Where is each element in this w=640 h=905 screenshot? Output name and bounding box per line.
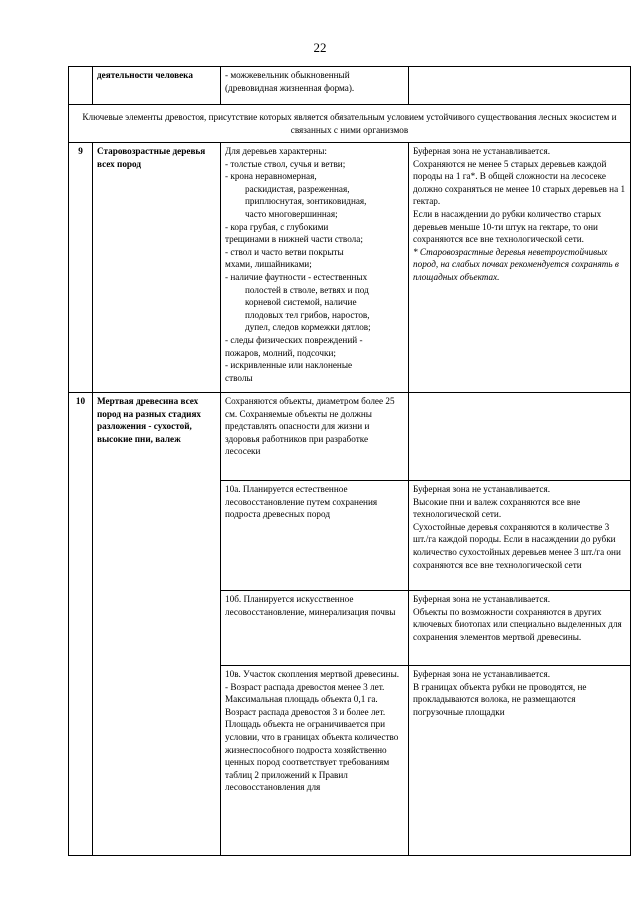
desc-line: дупел, следов кормежки дятлов;: [245, 322, 371, 333]
desc-line: (древовидная жизненная форма).: [225, 82, 355, 93]
buffer-cell: [409, 143, 631, 393]
key-elements-table: [68, 66, 631, 856]
element-name-cell: Старовозрастные деревья всех пород: [93, 143, 221, 393]
desc-line: - можжевельник обыкновенный: [225, 70, 350, 80]
buffer-line: Буферная зона не устанавливается.: [413, 594, 550, 604]
desc-line: - кора грубая, с глубокими: [225, 221, 329, 232]
buffer-line: Сухостойные деревья сохраняются в количестве 3 шт./га каждой породы. Если в насаждении до рубки количество сухостойных деревьев менее 3 шт./га они сохраняются все вне технологической сети: [413, 521, 621, 570]
description-cell: [221, 666, 409, 856]
buffer-line: В границах объекта рубки не проводятся, не прокладываются волока, не размещаются погрузочные площадки: [413, 681, 587, 717]
section-header: Ключевые элементы древостоя, присутствие которых является обязательным условием устойчивого существования лесных экосистем и связанных с ними организмов: [69, 105, 631, 143]
buffer-cell: [409, 481, 631, 591]
desc-line: - толстые ствол, сучья и ветви;: [225, 158, 346, 169]
description-cell: Сохраняются объекты, диаметром более 25 см. Сохраняемые объекты не должны представлять опасности для жизни и здоровья работников при разработке лесосеки: [221, 393, 409, 481]
buffer-line: Буферная зона не устанавливается.: [413, 484, 550, 494]
element-name-cell: деятельности человека: [93, 67, 221, 105]
desc-line: приплюснутая, зонтиковидная,: [245, 196, 367, 207]
description-cell: [221, 143, 409, 393]
desc-line: - Возраст распада древостоя менее 3 лет. Максимальная площадь объекта 0,1 га.: [225, 681, 385, 705]
buffer-cell: [409, 591, 631, 666]
desc-line: раскидистая, разреженная,: [245, 183, 350, 194]
table-row: [69, 393, 631, 481]
row-number: 10: [69, 393, 93, 856]
description-cell: [221, 67, 409, 105]
desc-line: Возраст распада древостоя 3 и более лет. Площадь объекта не ограничивается при условии, что в границах объекта количество жизнеспособного подроста хозяйственно ценных пород соответствует требованиям таблиц 2 приложений к Правил лесовосстановления для: [225, 706, 399, 793]
buffer-line: Буферная зона не устанавливается.: [413, 146, 550, 156]
desc-line: - наличие фаутности - естественных: [225, 271, 368, 282]
desc-line: полостей в стволе, ветвях и под: [245, 284, 369, 295]
desc-line: - крона неравномерная,: [225, 171, 317, 182]
buffer-cell: [409, 67, 631, 105]
desc-line: Для деревьев характерны:: [225, 146, 327, 156]
page-number: 22: [313, 40, 327, 55]
buffer-line: Если в насаждении до рубки количество старых деревьев меньше 10-ти штук на гектаре, то они сохраняются все вне технологической сети.: [413, 208, 602, 245]
desc-line: корневой системой, наличие: [245, 297, 357, 308]
element-name-cell: Мертвая древесина всех пород на разных стадиях разложения - сухостой, высокие пни, валеж: [93, 393, 221, 856]
desc-line: 10в. Участок скопления мертвой древесины.: [225, 669, 400, 679]
footnote: * Старовозрастные деревья неветроустойчивых пород, на слабых почвах рекомендуется сохранять в площадных объектах.: [413, 246, 619, 282]
table-row: [69, 67, 631, 105]
section-header-row: [69, 105, 631, 143]
desc-line: - ствол и часто ветви покрыты: [225, 246, 344, 257]
buffer-cell: [409, 393, 631, 481]
desc-line: стволы: [225, 372, 253, 383]
description-cell: 10а. Планируется естественное лесовосстановление путем сохранения подроста древесных пород: [221, 481, 409, 591]
desc-line: плодовых тел грибов, наростов,: [245, 309, 370, 320]
buffer-line: Буферная зона не устанавливается.: [413, 669, 550, 679]
table-row: [69, 143, 631, 393]
row-number: 9: [69, 143, 93, 393]
desc-line: мхами, лишайниками;: [225, 259, 312, 270]
desc-line: - следы физических повреждений -: [225, 334, 363, 345]
buffer-line: Объекты по возможности сохраняются в других ключевых биотопах или специально выделенных для сохранения элементов мертвой древесины.: [413, 606, 622, 642]
buffer-line: Сохраняются не менее 5 старых деревьев каждой породы на 1 га*. В общей сложности на лесосеке должно сохраняться не менее 10 старых деревьев на 1 гектар.: [413, 158, 626, 207]
desc-line: трещинами в нижней части ствола;: [225, 234, 363, 245]
buffer-cell: [409, 666, 631, 856]
desc-line: часто многовершинная;: [245, 208, 338, 219]
buffer-line: Высокие пни и валеж сохраняются все вне технологической сети.: [413, 496, 581, 520]
desc-line: пожаров, молний, подсочки;: [225, 347, 336, 358]
desc-line: - искривленные или наклоненые: [225, 360, 353, 371]
num-cell: [69, 67, 93, 105]
description-cell: 10б. Планируется искусственное лесовосстановление, минерализация почвы: [221, 591, 409, 666]
